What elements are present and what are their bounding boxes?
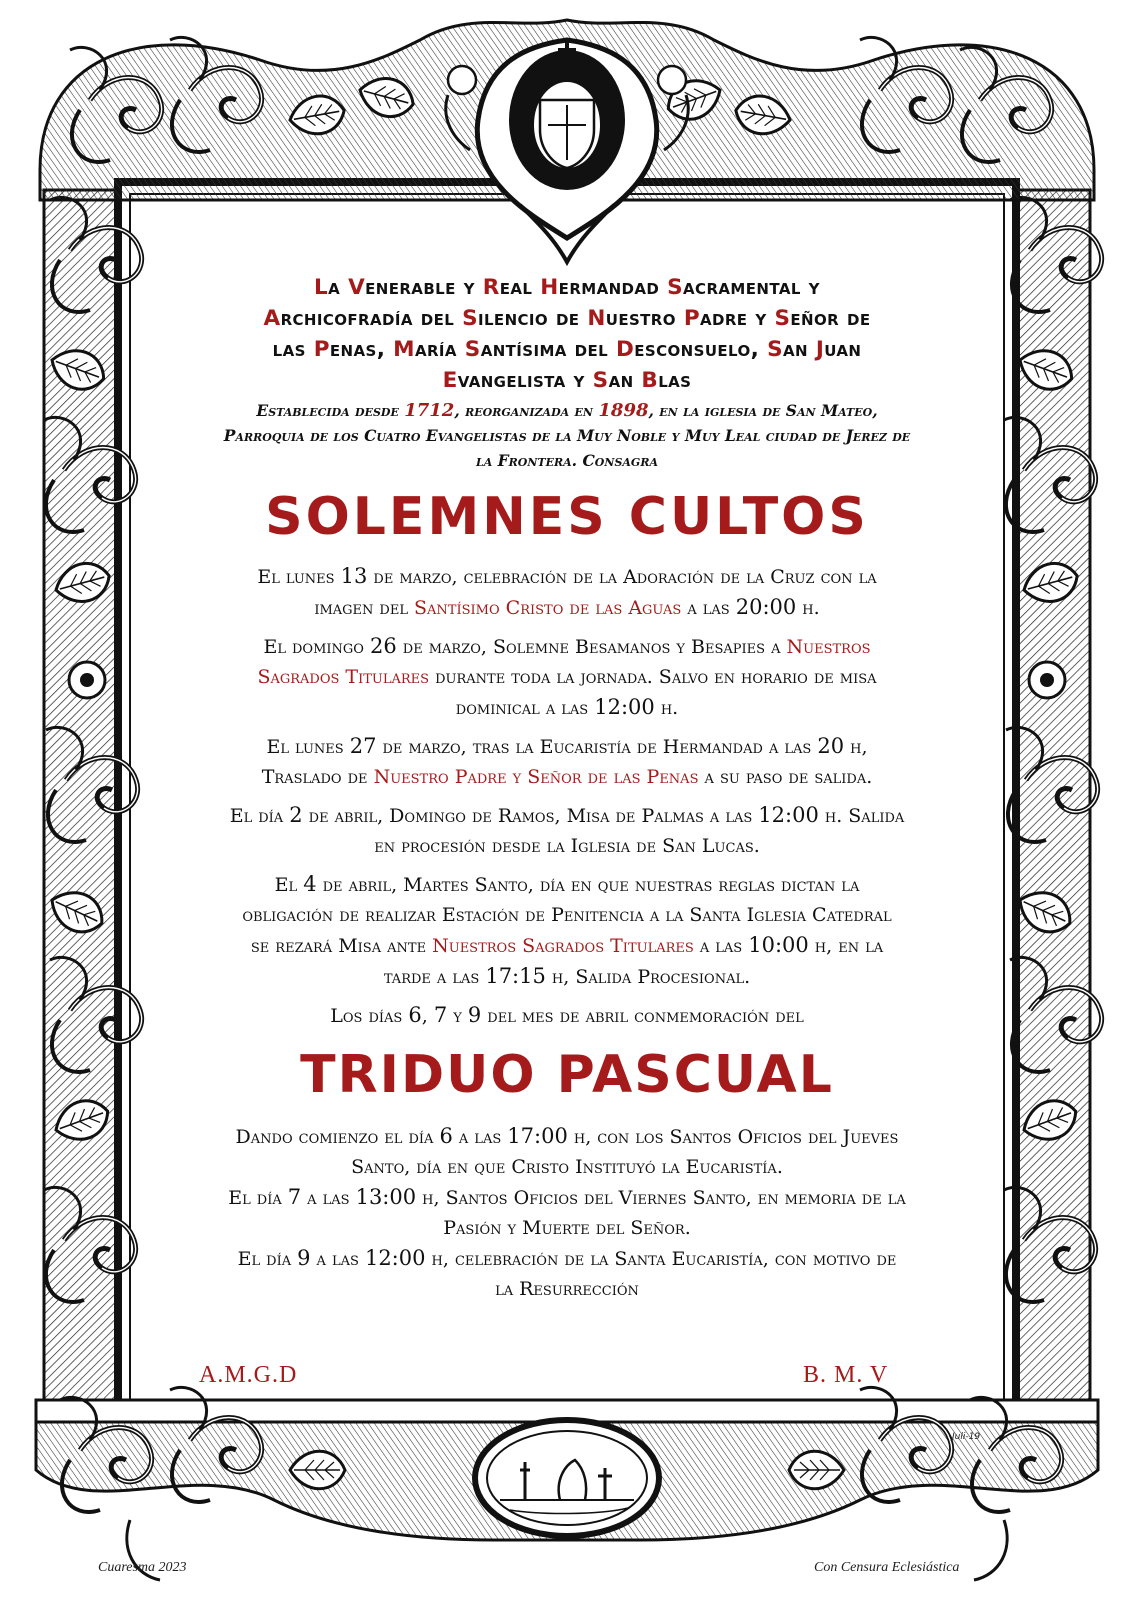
reorganization-year: 1898 (598, 400, 649, 421)
event-viernes-santo: El día 7 a las 13:00 h, Santos Oficios del Viernes Santo, en memoria de la Pasión y Muerte del Señor. (228, 1185, 906, 1239)
event-besamanos: El domingo 26 de marzo, Solemne Besamanos y Besapies a Nuestros Sagrados Titulares durante toda la jornada. Salvo en horario de misa dominical a las 12:00 h. (257, 634, 877, 719)
title-line-3: las Penas, María Santísima del Desconsuelo, San Juan (272, 337, 862, 362)
event-traslado: El lunes 27 de marzo, tras la Eucaristía de Hermandad a las 20 h, Traslado de Nuestro Padre y Señor de las Penas a su paso de salida. (261, 734, 873, 788)
establishment-subtitle (150, 398, 984, 473)
event-resurreccion: El día 9 a las 12:00 h, celebración de la Santa Eucaristía, con motivo de la Resurrección (237, 1246, 897, 1300)
footer-censura: Con Censura Eclesiástica (814, 1560, 960, 1575)
signoff-amgd: A.M.G.D (199, 1362, 298, 1388)
subtitle-line-3: la Frontera. Consagra (475, 451, 658, 470)
signoff-bmv: B. M. V (803, 1362, 889, 1388)
title-line-4: Evangelista y San Blas (442, 368, 692, 393)
footer-cuaresma: Cuaresma 2023 (98, 1560, 187, 1575)
event-martes-santo: El 4 de abril, Martes Santo, día en que nuestras reglas dictan la obligación de realizar Estación de Penitencia a la Santa Iglesia Catedral se rezará Misa ante Nuestros Sagrados Titulares a las 10:00 h, en la tarde a las 17:15 h, Salida Procesional. (242, 872, 892, 988)
brotherhood-title (150, 272, 984, 396)
artist-signature: Juli-19 (952, 1432, 981, 1442)
title-line-1: La Venerable y Real Hermandad Sacramental y (314, 275, 820, 300)
event-adoracion-cruz: El lunes 13 de marzo, celebración de la Adoración de la Cruz con la imagen del Santísimo Cristo de las Aguas a las 20:00 h. (257, 564, 877, 619)
subtitle-line-1: Establecida desde 1712, reorganizada en 1898, en la iglesia de San Mateo, (256, 400, 878, 421)
title-line-2: Archicofradía del Silencio de Nuestro Padre y Señor de (263, 306, 871, 331)
heading-triduo-pascual: TRIDUO PASCUAL (300, 1045, 834, 1105)
subtitle-line-2: Parroquia de los Cuatro Evangelistas de la Muy Noble y Muy Leal ciudad de Jerez de (223, 426, 911, 445)
event-triduo-intro: Los días 6, 7 y 9 del mes de abril conmemoración del (330, 1003, 804, 1027)
heading-solemnes-cultos: SOLEMNES CULTOS (265, 487, 869, 547)
founding-year: 1712 (404, 400, 455, 421)
event-jueves-santo: Dando comienzo el día 6 a las 17:00 h, con los Santos Oficios del Jueves Santo, día en que Cristo Instituyó la Eucaristía. (235, 1124, 899, 1178)
poster-content (150, 272, 984, 1304)
event-domingo-ramos: El día 2 de abril, Domingo de Ramos, Misa de Palmas a las 12:00 h. Salida en procesión desde la Iglesia de San Lucas. (229, 803, 905, 857)
